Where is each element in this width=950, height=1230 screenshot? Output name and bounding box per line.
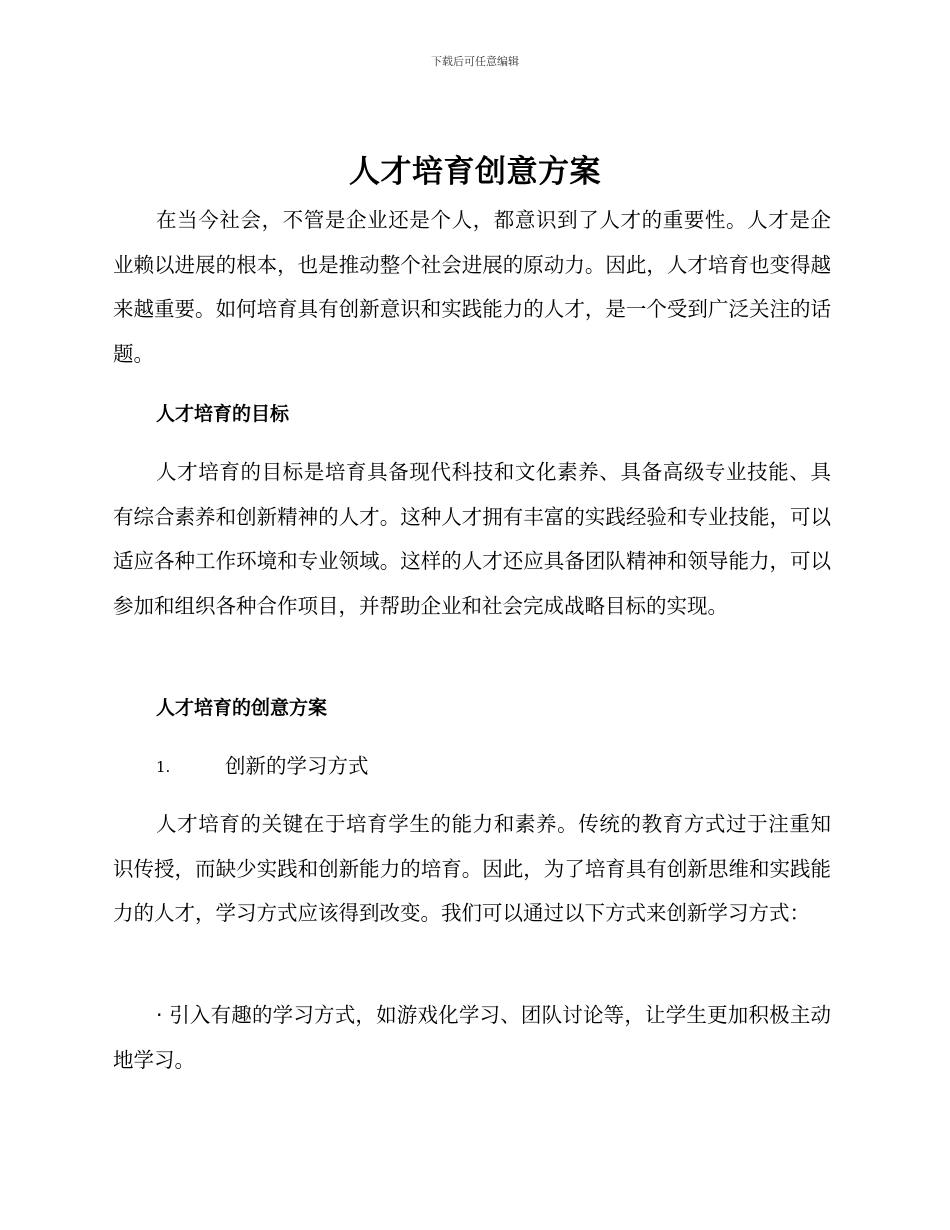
learning-paragraph: 人才培育的关键在于培育学生的能力和素养。传统的教育方式过于注重知识传授，而缺少实践和创新能力的培育。因此，为了培育具有创新思维和实践能力的人才，学习方式应该得到改变。我们可以通过以下方式来创新学习方式： — [113, 812, 831, 925]
list-item-label: 创新的学习方式 — [225, 754, 369, 778]
list-item-number: 1. — [156, 758, 171, 776]
page-title: 人才培育创意方案 — [349, 154, 601, 190]
header-note: 下载后可任意编辑 — [431, 55, 519, 68]
section-heading-plan: 人才培育的创意方案 — [156, 697, 328, 719]
intro-paragraph: 在当今社会，不管是企业还是个人，都意识到了人才的重要性。人才是企业赖以进展的根本，也是推动整个社会进展的原动力。因此，人才培育也变得越来越重要。如何培育具有创新意识和实践能力的人才，是一个受到广泛关注的话题。 — [113, 208, 831, 366]
bullet-paragraph: · 引入有趣的学习方式，如游戏化学习、团队讨论等，让学生更加积极主动地学习。 — [113, 1003, 831, 1072]
section-heading-goals: 人才培育的目标 — [156, 403, 290, 425]
goals-paragraph: 人才培育的目标是培育具备现代科技和文化素养、具备高级专业技能、具有综合素养和创新精神的人才。这种人才拥有丰富的实践经验和专业技能，可以适应各种工作环境和专业领域。这样的人才还应具备团队精神和领导能力，可以参加和组织各种合作项目，并帮助企业和社会完成战略目标的实现。 — [113, 460, 831, 618]
